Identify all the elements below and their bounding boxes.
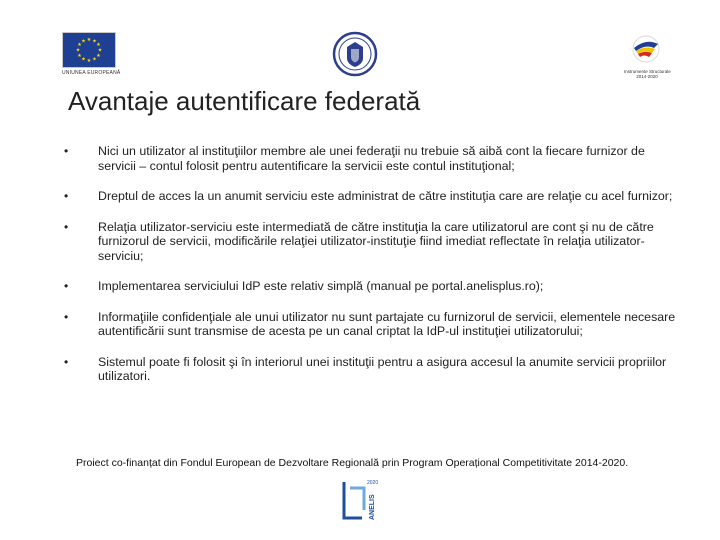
bullet-text: Relaţia utilizator-serviciu este intermediată de către instituţia la care utilizatorul are cont şi nu de către furnizorul de servicii, modificările relaţiei utilizator-instituţie fiind imediat reflectate în relaţia utilizator-serviciu;: [98, 219, 654, 263]
anelis-plus-logo-icon: [340, 474, 380, 526]
government-seal-icon: [332, 31, 378, 77]
bullet-text: Implementarea serviciului IdP este relativ simplă (manual pe portal.anelisplus.ro);: [98, 279, 544, 293]
bullet-item: [62, 220, 682, 264]
bullet-list: [62, 144, 682, 400]
bullet-dot: •: [64, 309, 69, 324]
anelis-text: ANELIS: [369, 494, 376, 520]
svg-text:★: ★: [97, 47, 103, 54]
bullet-dot: •: [64, 189, 69, 203]
svg-text:★: ★: [96, 42, 101, 48]
eu-caption: UNIUNEA EUROPEANĂ: [62, 70, 121, 76]
anelis-superscript: 2020: [367, 480, 379, 486]
svg-text:★: ★: [77, 42, 82, 48]
bullet-dot: •: [64, 354, 69, 369]
bullet-item: [62, 355, 682, 384]
svg-text:★: ★: [86, 58, 92, 64]
svg-text:★: ★: [86, 37, 92, 43]
bullet-text: Nici un utilizator al instituţiilor membre ale unei federaţii nu trebuie să aibă cont la fiecare furnizor de servicii – contul folosit pentru autentificare la servicii este contul instituţional;: [98, 144, 645, 173]
bullet-text: Dreptul de acces la un anumit serviciu este administrat de către instituţia care are relaţie cu acel furnizor;: [98, 189, 673, 203]
svg-text:★: ★: [75, 47, 81, 54]
bullet-dot: •: [64, 279, 69, 293]
bullet-item: [62, 310, 682, 339]
bullet-dot: •: [64, 219, 69, 234]
svg-text:★: ★: [77, 53, 82, 59]
regio-caption-line1: Instrumente Structurale: [624, 69, 671, 74]
eu-logo: [62, 32, 121, 78]
svg-text:★: ★: [92, 38, 97, 45]
svg-text:★: ★: [92, 56, 97, 63]
bullet-dot: •: [64, 144, 69, 158]
svg-text:★: ★: [81, 56, 86, 63]
svg-text:★: ★: [96, 53, 101, 59]
bullet-item: [62, 189, 682, 204]
svg-text:★: ★: [81, 38, 86, 45]
funding-note: Proiect co-finanțat din Fondul European de Dezvoltare Regională prin Program Operațional Competitivitate 2014-2020.: [76, 457, 629, 469]
slide-title: Avantaje autentificare federată: [68, 86, 421, 116]
bullet-text: Sistemul poate fi folosit şi în interiorul unei instituţii pentru a asigura accesul la anumite servicii propriilor utilizatori.: [98, 354, 667, 383]
bullet-text: Informaţiile confidenţiale ale unui utilizator nu sunt partajate cu furnizorul de servicii, elementele necesare autentificării sunt transmise de acesta pe un canal criptat la IdP-ul instituţiei utilizatorului;: [98, 309, 676, 338]
regio-logo-icon: [624, 34, 670, 64]
eu-flag-icon: [62, 32, 116, 68]
regio-logo: [624, 34, 670, 84]
bullet-item: [62, 144, 682, 173]
bullet-item: [62, 279, 682, 294]
regio-caption-line2: 2014-2020: [636, 74, 658, 79]
